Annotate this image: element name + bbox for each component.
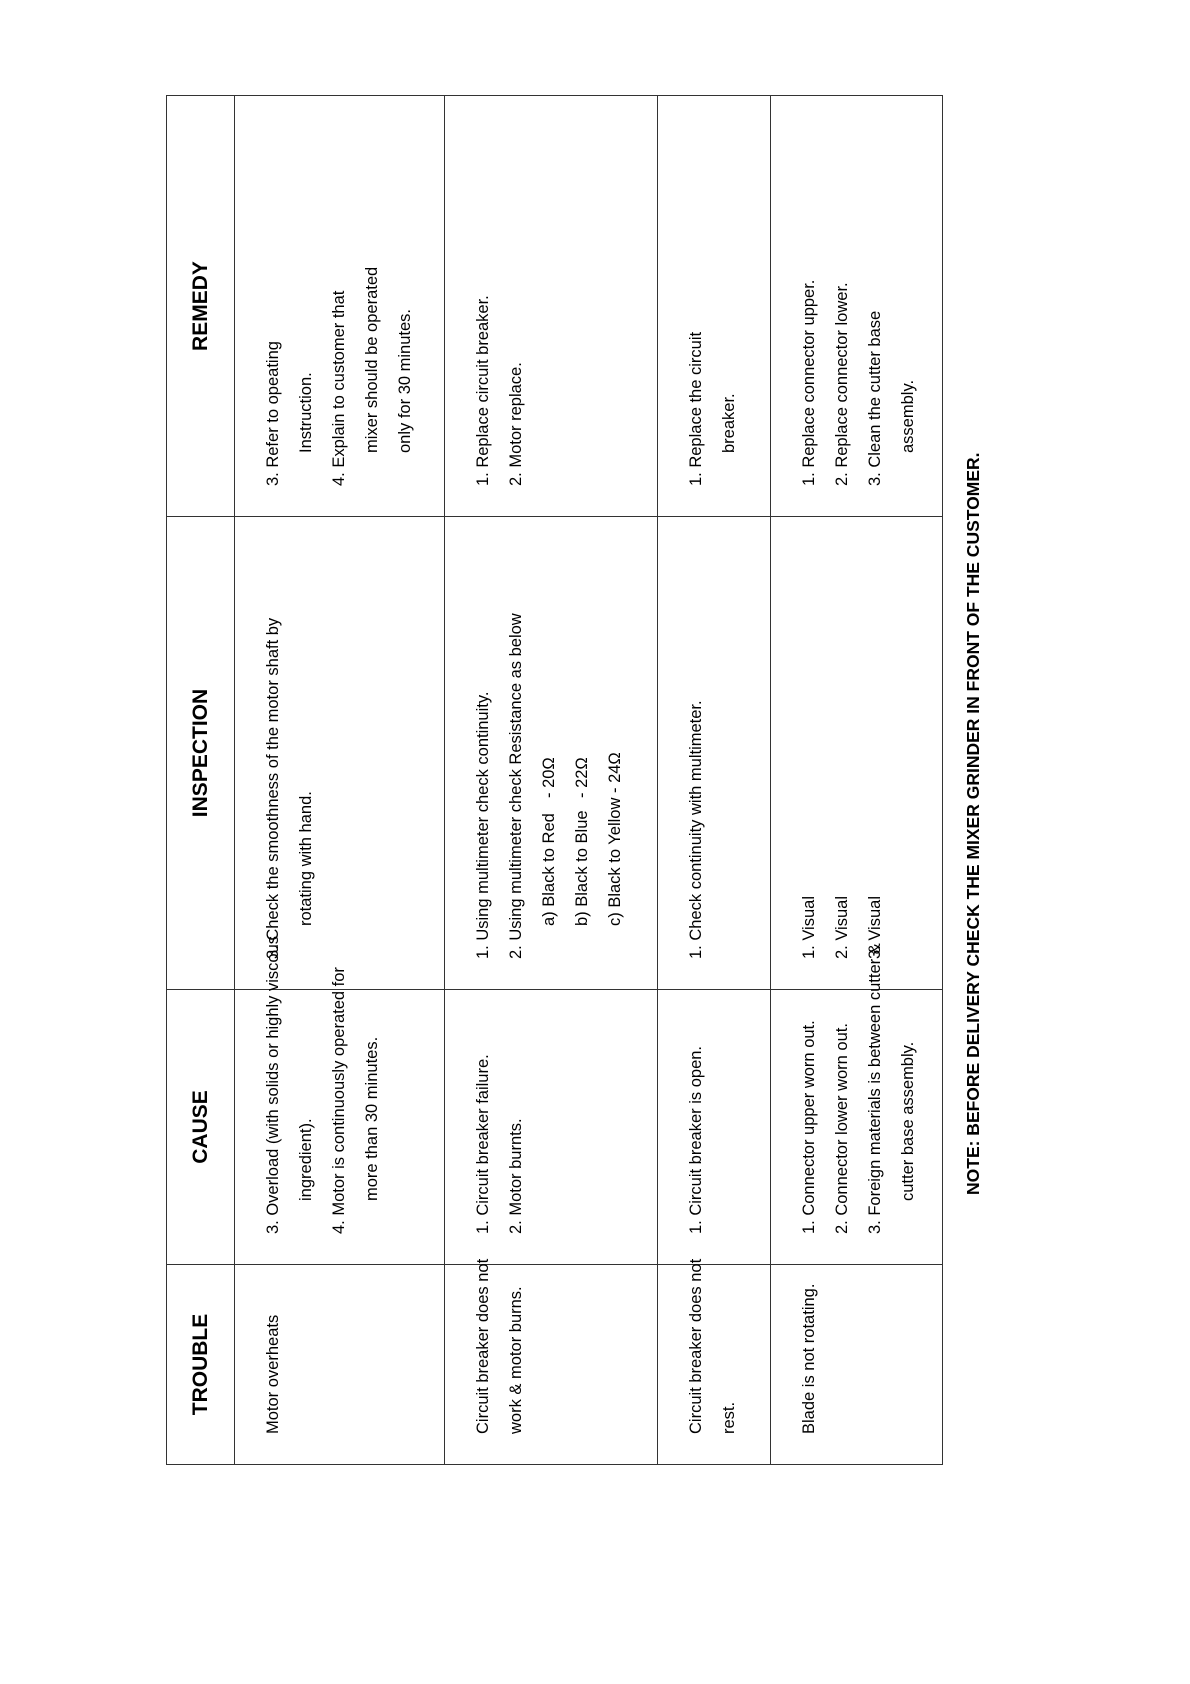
header-inspection: INSPECTION — [167, 517, 235, 990]
resistance-row — [599, 523, 632, 959]
cause-cell — [235, 935, 445, 1265]
inspection-cell — [235, 517, 445, 990]
table-row — [445, 96, 658, 1465]
cause-item: 1. Connector upper worn out. — [800, 1020, 818, 1234]
remedy-item: 1. Replace circuit breaker. — [474, 295, 492, 486]
header-row — [167, 96, 235, 1465]
resistance-value: - 24Ω — [606, 752, 624, 793]
table-row — [235, 96, 445, 1465]
trouble-cell — [658, 1258, 771, 1465]
troubleshooting-table — [166, 95, 943, 1465]
cause-cell — [658, 990, 771, 1265]
header-trouble: TROUBLE — [167, 1265, 235, 1465]
cause-item: 1. Circuit breaker is open. — [687, 1045, 705, 1234]
trouble-cell — [771, 1265, 943, 1465]
inspection-item: 2. Visual — [833, 896, 851, 959]
inspection-item: 3. Visual — [866, 896, 884, 959]
resistance-value: - 22Ω — [573, 757, 591, 798]
inspection-cell — [771, 517, 943, 990]
delivery-note: NOTE: BEFORE DELIVERY CHECK THE MIXER GRINDER IN FRONT OF THE CUSTOMER. — [963, 452, 983, 1195]
cause-cell — [771, 943, 943, 1265]
header-remedy: REMEDY — [167, 96, 235, 517]
table-row — [771, 96, 943, 1465]
remedy-item: 1. Replace connector upper. — [800, 279, 818, 486]
resistance-value: - 20Ω — [540, 757, 558, 798]
trouble-text: Motor overheats — [264, 1314, 282, 1434]
header-cause: CAUSE — [167, 990, 235, 1265]
resistance-label: a) Black to Red — [540, 813, 558, 926]
resistance-row — [566, 523, 599, 959]
cause-item-continued: ingredient). — [297, 1118, 315, 1201]
remedy-item: 2. Motor replace. — [507, 362, 525, 486]
remedy-item-continued: only for 30 minutes. — [396, 309, 414, 453]
cause-item-continued: more than 30 minutes. — [363, 1036, 381, 1201]
resistance-row — [533, 523, 566, 959]
cause-item: 3. Overload (with solids or highly viscous — [264, 935, 282, 1234]
remedy-item-continued: Instruction. — [297, 372, 315, 453]
cause-item-continued: cutter base assembly. — [899, 1041, 917, 1201]
remedy-item: 3. Clean the cutter base — [866, 310, 884, 486]
resistance-label: c) Black to Yellow — [606, 797, 624, 926]
cause-item: 4. Motor is continuously operated for — [330, 967, 348, 1234]
remedy-item: 2. Replace connector lower. — [833, 282, 851, 486]
remedy-cell — [658, 96, 771, 517]
inspection-item: 1. Check continuity with multimeter. — [687, 700, 705, 959]
trouble-text: Circuit breaker does not — [474, 1258, 492, 1434]
remedy-item: 3. Refer to opeating — [264, 341, 282, 486]
inspection-cell — [445, 517, 658, 990]
trouble-cell — [445, 1258, 658, 1465]
remedy-item-continued: mixer should be operated — [363, 266, 381, 453]
cause-item: 2. Connector lower worn out. — [833, 1023, 851, 1234]
trouble-cell — [235, 1265, 445, 1465]
trouble-text: Blade is not rotating. — [800, 1283, 818, 1434]
cause-item: 1. Circuit breaker failure. — [474, 1054, 492, 1234]
remedy-cell — [235, 96, 445, 517]
trouble-text: Circuit breaker does not — [687, 1258, 705, 1434]
trouble-text: work & motor burns. — [507, 1286, 525, 1434]
inspection-item: 1. Visual — [800, 896, 818, 959]
inspection-item: 1. Using multimeter check continuity. — [474, 691, 492, 959]
remedy-cell — [771, 96, 943, 517]
resistance-label: b) Black to Blue — [573, 810, 591, 926]
remedy-item-continued: assembly. — [899, 379, 917, 453]
inspection-item: 3. Check the smoothness of the motor shaft by — [264, 617, 282, 959]
inspection-item-continued: rotating with hand. — [297, 791, 315, 926]
table-row — [658, 96, 771, 1465]
remedy-item: 4. Explain to customer that — [330, 290, 348, 486]
cause-cell — [445, 990, 658, 1265]
trouble-text: rest. — [720, 1401, 738, 1434]
inspection-item: 2. Using multimeter check Resistance as below — [507, 613, 525, 959]
remedy-cell — [445, 96, 658, 517]
cause-item: 2. Motor burnts. — [507, 1118, 525, 1234]
remedy-item: 1. Replace the circuit — [687, 331, 705, 486]
remedy-item-continued: breaker. — [720, 393, 738, 453]
inspection-cell — [658, 517, 771, 990]
cause-item: 3. Foreign materials is between cutter & — [866, 943, 884, 1234]
